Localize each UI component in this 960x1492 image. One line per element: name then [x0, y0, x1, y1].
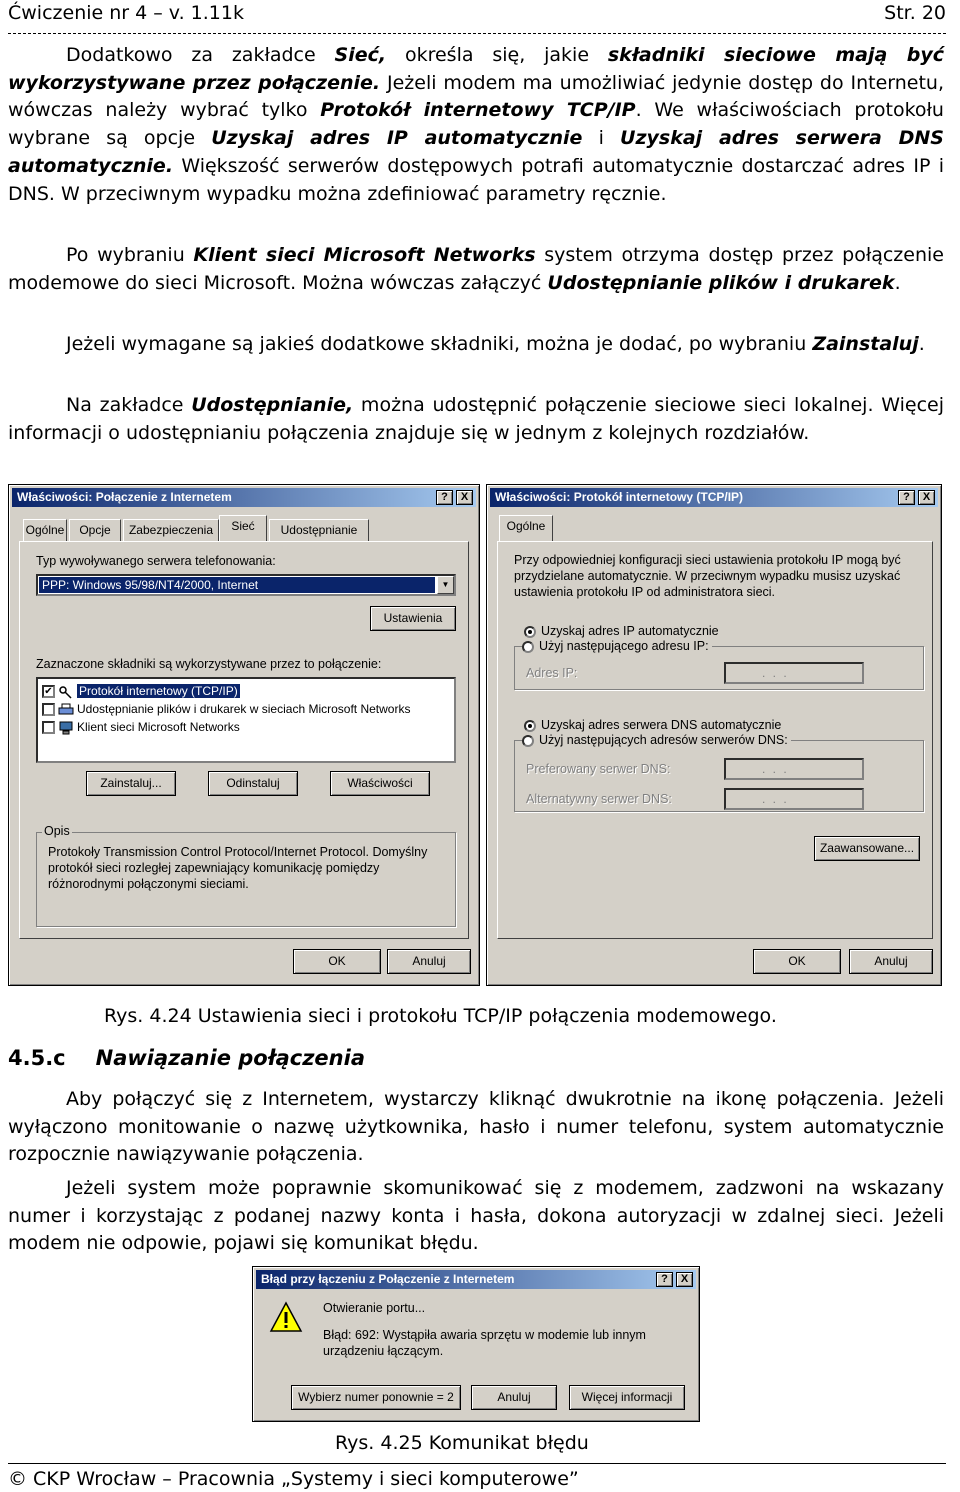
- radio-selected-icon: [524, 626, 536, 638]
- help-button[interactable]: ?: [436, 490, 453, 505]
- components-label: Zaznaczone składniki są wykorzystywane przez to połączenie:: [36, 657, 382, 671]
- paragraph-connect: Aby połączyć się z Internetem, wystarczy kliknąć dwukrotnie na ikonę połączenia. Jeżeli wyłączono monitowanie o nazwę użytkownika, hasło i numer telefonu, system automatycznie rozpocznie nawiązywanie połączenia.: [8, 1088, 944, 1166]
- status-line: Otwieranie portu...: [323, 1301, 426, 1315]
- more-info-button[interactable]: Więcej informacji: [569, 1385, 685, 1410]
- close-button[interactable]: X: [918, 490, 935, 505]
- list-item[interactable]: ✔ Protokół internetowy (TCP/IP): [42, 682, 240, 700]
- dialog-titlebar[interactable]: Właściwości: Połączenie z Internetem: [12, 488, 476, 507]
- server-type-label: Typ wywoływanego serwera telefonowania:: [36, 554, 276, 568]
- tab-network[interactable]: Sieć: [219, 515, 267, 541]
- header-title: Ćwiczenie nr 4 – v. 1.11k: [8, 2, 244, 24]
- network-protocol-icon: [58, 685, 74, 699]
- dns-manual-radio[interactable]: Użyj następujących adresów serwerów DNS:: [522, 733, 791, 747]
- tab-options[interactable]: Opcje: [69, 519, 121, 541]
- ip-address-field[interactable]: . . .: [724, 662, 864, 684]
- close-button[interactable]: X: [456, 490, 473, 505]
- radio-icon: [522, 641, 534, 653]
- close-button[interactable]: X: [676, 1272, 693, 1287]
- figure-caption: Rys. 4.24 Ustawienia sieci i protokołu TCP/IP połączenia modemowego.: [104, 1005, 777, 1027]
- dns-auto-radio[interactable]: Uzyskaj adres serwera DNS automatycznie: [524, 718, 781, 732]
- description-text: Protokoły Transmission Control Protocol/Internet Protocol. Domyślny protokół sieci rozległej zapewniający komunikację pomiędzy różnorodnymi połączonymi sieciami.: [48, 845, 428, 891]
- properties-button[interactable]: Właściwości: [330, 771, 430, 796]
- cancel-button[interactable]: Anuluj: [849, 949, 933, 974]
- network-client-icon: [58, 721, 74, 735]
- tab-general[interactable]: Ogólne: [23, 519, 67, 541]
- settings-button[interactable]: Ustawienia: [370, 606, 456, 631]
- chevron-down-icon: ▼: [437, 576, 454, 594]
- list-item[interactable]: Klient sieci Microsoft Networks: [42, 718, 240, 736]
- paragraph-network-components: Dodatkowo za zakładce Sieć, określa się, jakie składniki sieciowe mają być wykorzystywane przez połączenie. Jeżeli modem ma umożliwiać jedynie dostęp do Internetu, wówczas należy wybrać tylko Protokół internetowy TCP/IP. We właściwościach protokołu wybrane są opcje Uzyskaj adres IP automatycznie i Uzyskaj adres serwera DNS automatycznie. Większość serwerów dostępowych potrafi automatycznie dostarczać adres IP i DNS. W przeciwnym wypadku można zdefiniować parametry ręcznie.: [8, 44, 945, 205]
- help-button[interactable]: ?: [898, 490, 915, 505]
- uninstall-button[interactable]: Odinstaluj: [208, 771, 298, 796]
- dialog-titlebar[interactable]: Właściwości: Protokół internetowy (TCP/IP): [490, 488, 938, 507]
- ip-manual-radio[interactable]: Użyj następującego adresu IP:: [522, 639, 712, 653]
- page-number: Str. 20: [884, 2, 946, 24]
- preferred-dns-field[interactable]: . . .: [724, 758, 864, 780]
- page-footer: © CKP Wrocław – Pracownia „Systemy i sieci komputerowe”: [8, 1463, 946, 1490]
- checkbox-file-sharing[interactable]: [42, 703, 55, 716]
- radio-icon: [522, 735, 534, 747]
- tab-security[interactable]: Zabezpieczenia: [123, 519, 219, 541]
- advanced-button[interactable]: Zaawansowane...: [814, 836, 920, 861]
- network-tab-panel: [19, 541, 469, 939]
- figure-caption: Rys. 4.25 Komunikat błędu: [335, 1432, 589, 1454]
- cancel-button[interactable]: Anuluj: [387, 949, 471, 974]
- paragraph-install: Jeżeli wymagane są jakieś dodatkowe składniki, można je dodać, po wybraniu Zainstaluj.: [66, 333, 925, 355]
- cancel-button[interactable]: Anuluj: [471, 1385, 557, 1410]
- dialog-titlebar[interactable]: Błąd przy łączeniu z Połączenie z Internetem: [256, 1270, 696, 1289]
- server-type-select[interactable]: PPP: Windows 95/98/NT4/2000, Internet ▼: [36, 574, 456, 596]
- checkbox-tcpip[interactable]: ✔: [42, 685, 55, 698]
- printer-service-icon: [58, 703, 74, 717]
- general-tab-panel: [497, 541, 933, 939]
- section-heading: 4.5.c Nawiązanie połączenia: [8, 1046, 365, 1070]
- alternate-dns-field[interactable]: . . .: [724, 788, 864, 810]
- ip-address-label: Adres IP:: [526, 666, 578, 680]
- paragraph-modem-error: Jeżeli system może poprawnie skomunikować się z modemem, zadzwoni na wskazany numer i korzystając z podanej nazwy konta i hasła, dokona autoryzacji w zdalnej sieci. Jeżeli modem nie odpowie, pojawi się komunikat błędu.: [8, 1177, 944, 1255]
- install-button[interactable]: Zainstaluj...: [86, 771, 176, 796]
- tab-general[interactable]: Ogólne: [499, 515, 553, 541]
- error-message: Błąd: 692: Wystąpiła awaria sprzętu w modemie lub innym urządzeniu łączącym.: [323, 1328, 646, 1358]
- list-item[interactable]: Udostępnianie plików i drukarek w sieciach Microsoft Networks: [42, 700, 410, 718]
- tcpip-properties-dialog: [486, 484, 942, 986]
- paragraph-sharing: Na zakładce Udostępnianie, można udostępnić połączenie sieciowe sieci lokalnej. Więcej informacji o udostępnianiu połączenia znajduje się w jednym z kolejnych rozdziałów.: [8, 394, 944, 444]
- ok-button[interactable]: OK: [753, 949, 841, 974]
- alternate-dns-label: Alternatywny serwer DNS:: [526, 792, 672, 806]
- description-group-label: Opis: [44, 824, 70, 838]
- connection-properties-dialog: [8, 484, 480, 986]
- intro-text: Przy odpowiedniej konfiguracji sieci ustawienia protokołu IP mogą być przydzielane automatycznie. W przeciwnym wypadku musisz uzyskać ustawienia protokołu IP od administratora sieci.: [514, 553, 901, 599]
- redial-button[interactable]: Wybierz numer ponownie = 2: [291, 1385, 461, 1410]
- ip-auto-radio[interactable]: Uzyskaj adres IP automatycznie: [524, 624, 719, 638]
- connection-error-dialog: [252, 1266, 700, 1422]
- warning-icon: [269, 1301, 303, 1333]
- checkbox-ms-client[interactable]: [42, 721, 55, 734]
- page-header: [8, 2, 946, 34]
- tab-sharing[interactable]: Udostępnianie: [269, 519, 369, 541]
- help-button[interactable]: ?: [656, 1272, 673, 1287]
- ok-button[interactable]: OK: [293, 949, 381, 974]
- radio-selected-icon: [524, 720, 536, 732]
- components-list: [36, 677, 456, 763]
- paragraph-microsoft-client: Po wybraniu Klient sieci Microsoft Networks system otrzyma dostęp przez połączenie modemowe do sieci Microsoft. Można wówczas załączyć Udostępnianie plików i drukarek.: [8, 244, 944, 294]
- preferred-dns-label: Preferowany serwer DNS:: [526, 762, 671, 776]
